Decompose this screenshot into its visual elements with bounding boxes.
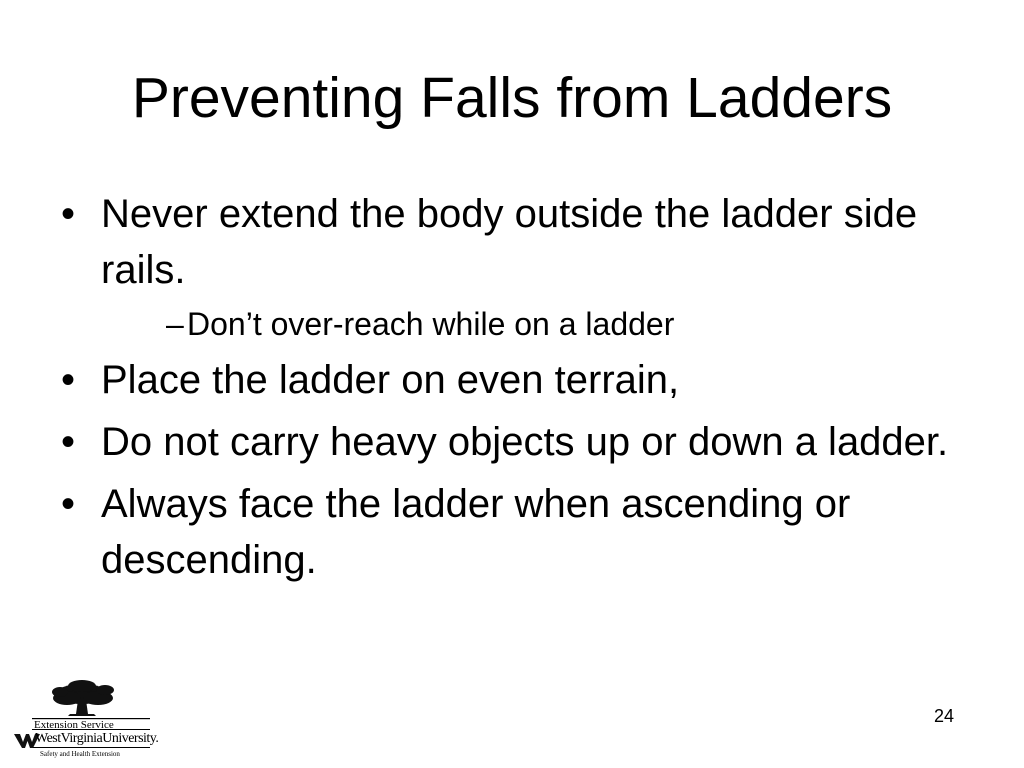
bullet-marker: • [61,482,76,526]
bullet-text: Do not carry heavy objects up or down a ladder. [101,420,949,464]
bullet-item [56,352,976,408]
bullet-marker: • [61,358,76,402]
bullet-text: Never extend the body outside the ladder side rails. [101,192,918,292]
sub-bullet-text: Don’t over-reach while on a ladder [187,306,675,342]
bullet-text: Place the ladder on even terrain, [101,358,680,402]
bullet-marker: • [61,192,76,236]
bullet-item [56,186,976,346]
sub-bullet-marker: – [166,306,184,342]
page-number: 24 [934,706,955,726]
logo-university-name: WestVirginiaUniversity. [35,731,159,746]
logo-safety-health: Safety and Health Extension [40,750,120,758]
sub-bullet-list [101,302,976,346]
bullet-text: Always face the ladder when ascending or descending. [101,482,851,582]
slide-title: Preventing Falls from Ladders [131,66,893,130]
bullet-list [56,186,976,594]
wvu-extension-logo [12,676,162,762]
bullet-marker: • [61,420,76,464]
bullet-item [56,476,976,588]
bullet-item [56,414,976,470]
sub-bullet-item [144,302,976,346]
logo-extension-service: Extension Service [34,719,114,731]
